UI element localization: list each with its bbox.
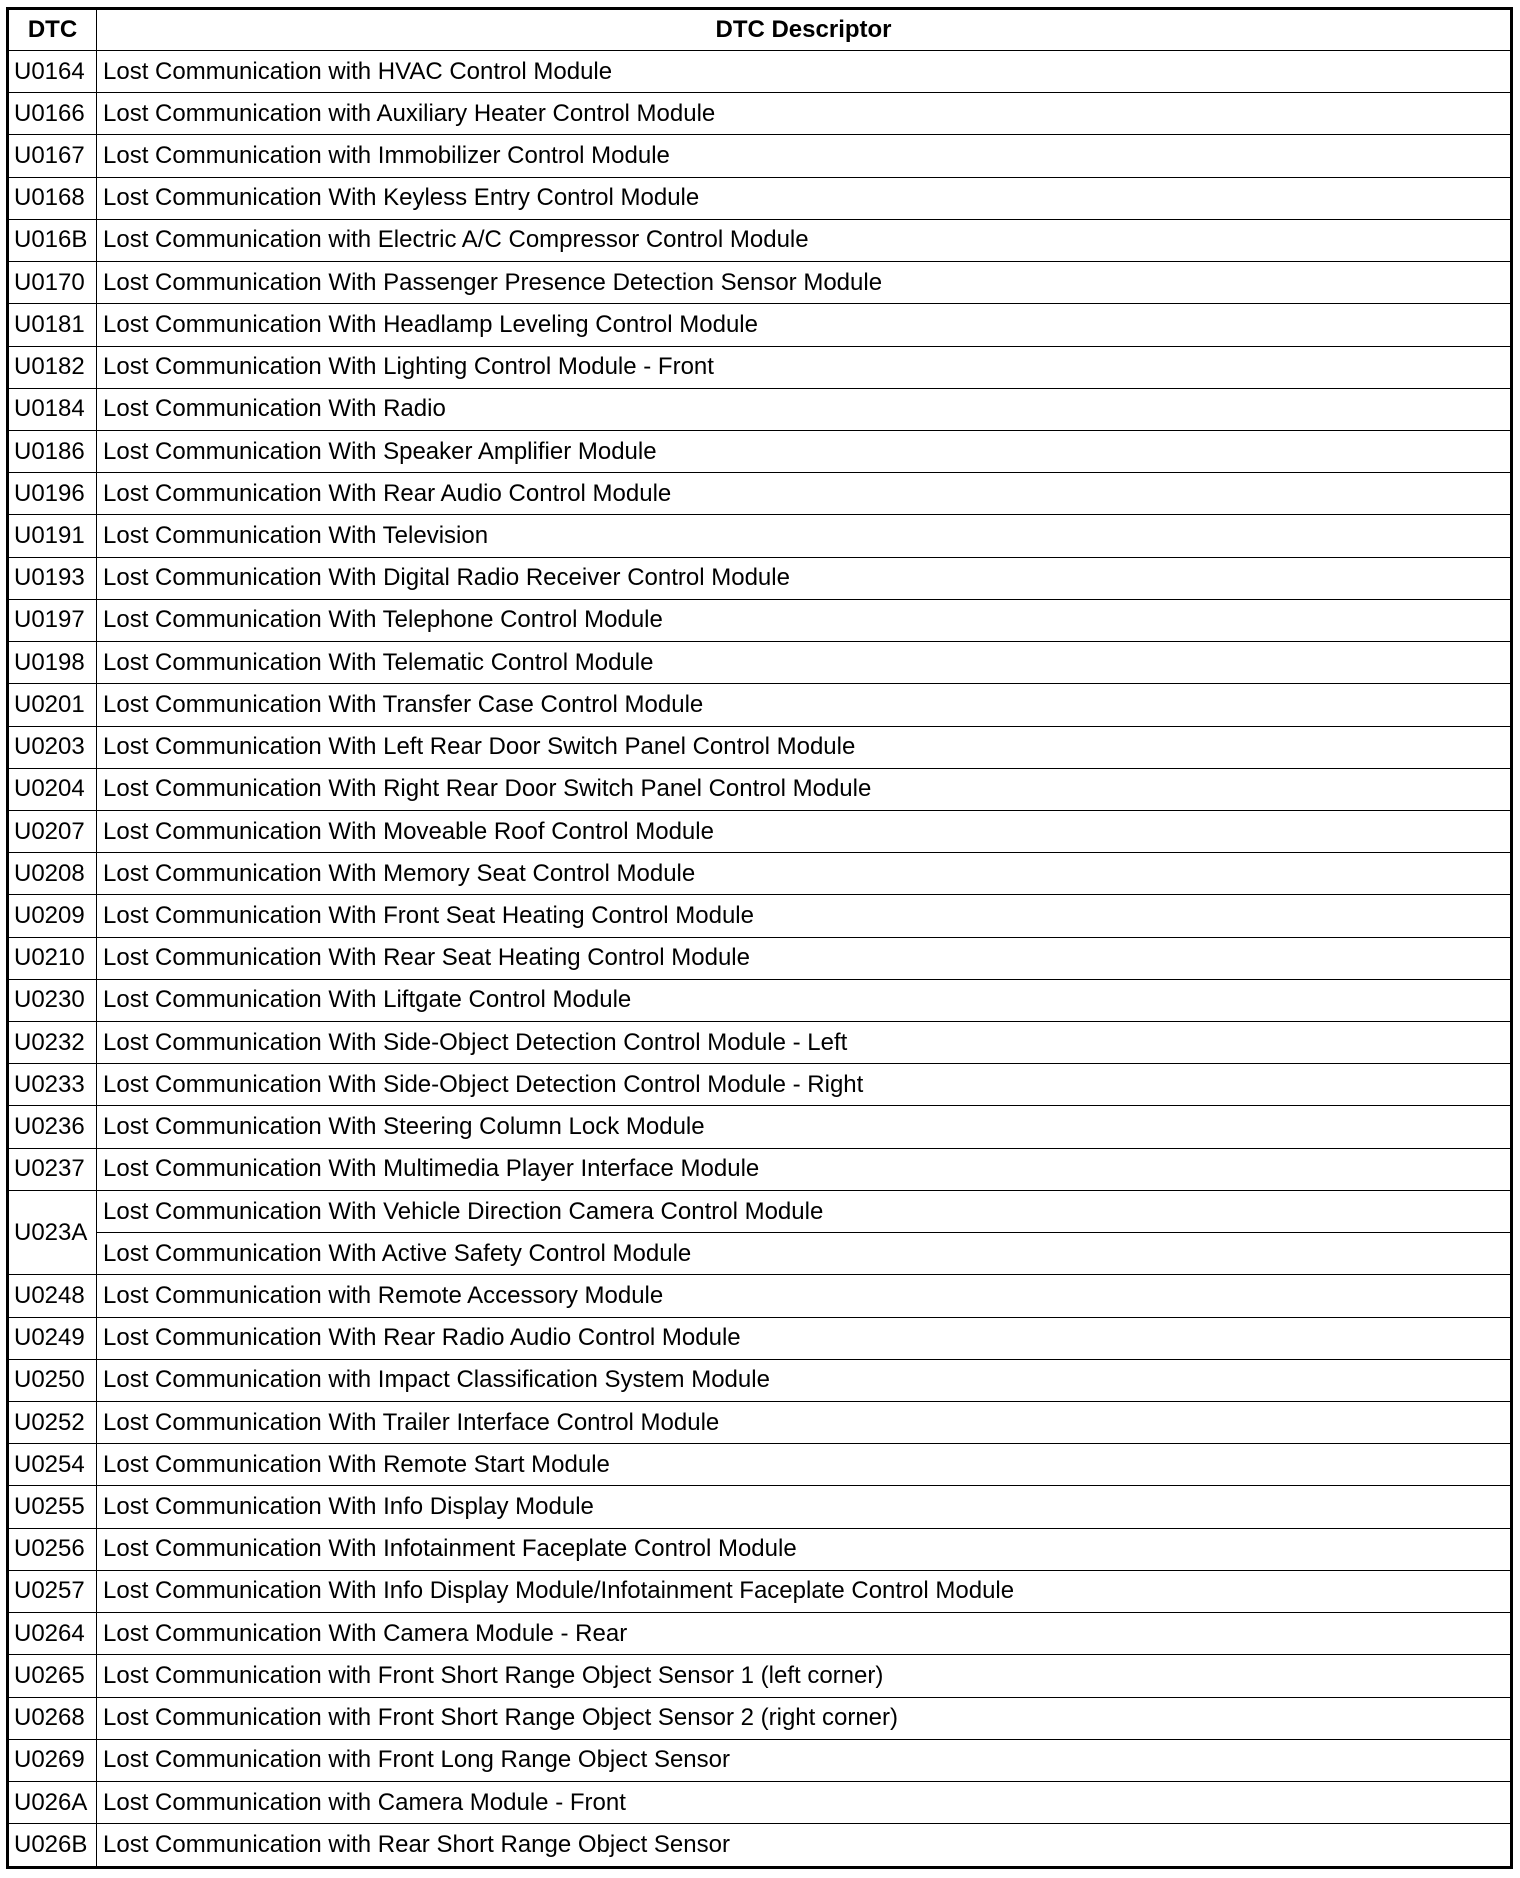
dtc-code-cell: U0237 bbox=[8, 1148, 97, 1190]
dtc-descriptor-cell: Lost Communication With Moveable Roof Control Module bbox=[97, 810, 1512, 852]
dtc-code-cell: U0197 bbox=[8, 599, 97, 641]
dtc-descriptor-cell: Lost Communication With Info Display Module bbox=[97, 1486, 1512, 1528]
dtc-code-cell: U0257 bbox=[8, 1570, 97, 1612]
table-row bbox=[8, 473, 1512, 515]
dtc-code-cell: U026B bbox=[8, 1824, 97, 1868]
dtc-descriptor-cell: Lost Communication With Front Seat Heating Control Module bbox=[97, 895, 1512, 937]
dtc-code-cell: U023A bbox=[8, 1190, 97, 1274]
table-row bbox=[8, 1022, 1512, 1064]
dtc-descriptor-cell: Lost Communication With Telephone Control Module bbox=[97, 599, 1512, 641]
table-row bbox=[8, 262, 1512, 304]
dtc-descriptor-cell: Lost Communication with Front Long Range Object Sensor bbox=[97, 1739, 1512, 1781]
table-row bbox=[8, 557, 1512, 599]
table-row bbox=[8, 346, 1512, 388]
table-row bbox=[8, 1190, 1512, 1232]
dtc-code-cell: U0184 bbox=[8, 388, 97, 430]
column-header-dtc: DTC bbox=[8, 9, 97, 51]
dtc-descriptor-cell: Lost Communication With Rear Seat Heating Control Module bbox=[97, 937, 1512, 979]
dtc-code-cell: U0170 bbox=[8, 262, 97, 304]
table-row bbox=[8, 599, 1512, 641]
table-row bbox=[8, 684, 1512, 726]
table-row bbox=[8, 1444, 1512, 1486]
table-row bbox=[8, 642, 1512, 684]
dtc-code-cell: U0208 bbox=[8, 853, 97, 895]
dtc-code-cell: U0210 bbox=[8, 937, 97, 979]
dtc-table bbox=[6, 7, 1513, 1869]
table-row bbox=[8, 937, 1512, 979]
dtc-descriptor-cell: Lost Communication with Immobilizer Control Module bbox=[97, 135, 1512, 177]
table-row bbox=[8, 1359, 1512, 1401]
dtc-code-cell: U0201 bbox=[8, 684, 97, 726]
dtc-descriptor-cell: Lost Communication With Radio bbox=[97, 388, 1512, 430]
dtc-code-cell: U0191 bbox=[8, 515, 97, 557]
dtc-descriptor-cell: Lost Communication With Side-Object Detection Control Module - Left bbox=[97, 1022, 1512, 1064]
dtc-code-cell: U0196 bbox=[8, 473, 97, 515]
dtc-descriptor-cell: Lost Communication With Steering Column Lock Module bbox=[97, 1106, 1512, 1148]
table-row bbox=[8, 768, 1512, 810]
dtc-code-cell: U0256 bbox=[8, 1528, 97, 1570]
dtc-code-cell: U0166 bbox=[8, 93, 97, 135]
column-header-descriptor: DTC Descriptor bbox=[97, 9, 1512, 51]
dtc-code-cell: U0182 bbox=[8, 346, 97, 388]
dtc-code-cell: U0250 bbox=[8, 1359, 97, 1401]
dtc-descriptor-cell: Lost Communication With Rear Audio Control Module bbox=[97, 473, 1512, 515]
table-row bbox=[8, 1613, 1512, 1655]
dtc-descriptor-cell: Lost Communication With Right Rear Door Switch Panel Control Module bbox=[97, 768, 1512, 810]
table-body bbox=[8, 51, 1512, 1868]
table-row bbox=[8, 430, 1512, 472]
dtc-code-cell: U0193 bbox=[8, 557, 97, 599]
dtc-descriptor-cell: Lost Communication with Rear Short Range Object Sensor bbox=[97, 1824, 1512, 1868]
table-row bbox=[8, 1486, 1512, 1528]
dtc-descriptor-cell: Lost Communication with Front Short Range Object Sensor 1 (left corner) bbox=[97, 1655, 1512, 1697]
dtc-code-cell: U0209 bbox=[8, 895, 97, 937]
dtc-descriptor-cell: Lost Communication With Left Rear Door Switch Panel Control Module bbox=[97, 726, 1512, 768]
table-row bbox=[8, 135, 1512, 177]
dtc-code-cell: U0181 bbox=[8, 304, 97, 346]
dtc-descriptor-cell: Lost Communication with Auxiliary Heater Control Module bbox=[97, 93, 1512, 135]
dtc-code-cell: U026A bbox=[8, 1781, 97, 1823]
table-row bbox=[8, 810, 1512, 852]
dtc-descriptor-cell: Lost Communication with Camera Module - Front bbox=[97, 1781, 1512, 1823]
dtc-descriptor-cell: Lost Communication With Television bbox=[97, 515, 1512, 557]
table-row bbox=[8, 388, 1512, 430]
dtc-code-cell: U0252 bbox=[8, 1402, 97, 1444]
table-row bbox=[8, 895, 1512, 937]
dtc-code-cell: U0268 bbox=[8, 1697, 97, 1739]
table-row bbox=[8, 1106, 1512, 1148]
dtc-descriptor-cell: Lost Communication with Remote Accessory Module bbox=[97, 1275, 1512, 1317]
dtc-code-cell: U0186 bbox=[8, 430, 97, 472]
table-row bbox=[8, 1824, 1512, 1868]
dtc-descriptor-cell: Lost Communication With Remote Start Module bbox=[97, 1444, 1512, 1486]
table-row bbox=[8, 1570, 1512, 1612]
dtc-descriptor-cell: Lost Communication With Headlamp Leveling Control Module bbox=[97, 304, 1512, 346]
dtc-code-cell: U016B bbox=[8, 219, 97, 261]
dtc-descriptor-cell: Lost Communication With Vehicle Direction Camera Control Module bbox=[97, 1190, 1512, 1232]
dtc-descriptor-cell: Lost Communication With Rear Radio Audio Control Module bbox=[97, 1317, 1512, 1359]
dtc-code-cell: U0249 bbox=[8, 1317, 97, 1359]
table-row bbox=[8, 219, 1512, 261]
dtc-descriptor-cell: Lost Communication With Speaker Amplifier Module bbox=[97, 430, 1512, 472]
table-row bbox=[8, 177, 1512, 219]
dtc-code-cell: U0167 bbox=[8, 135, 97, 177]
dtc-descriptor-cell: Lost Communication with Front Short Range Object Sensor 2 (right corner) bbox=[97, 1697, 1512, 1739]
dtc-code-cell: U0168 bbox=[8, 177, 97, 219]
dtc-descriptor-cell: Lost Communication With Digital Radio Receiver Control Module bbox=[97, 557, 1512, 599]
table-header-row bbox=[8, 9, 1512, 51]
dtc-descriptor-cell: Lost Communication With Multimedia Player Interface Module bbox=[97, 1148, 1512, 1190]
table-row bbox=[8, 1148, 1512, 1190]
dtc-code-cell: U0233 bbox=[8, 1064, 97, 1106]
dtc-descriptor-cell: Lost Communication With Transfer Case Control Module bbox=[97, 684, 1512, 726]
dtc-descriptor-cell: Lost Communication with Impact Classification System Module bbox=[97, 1359, 1512, 1401]
dtc-descriptor-cell: Lost Communication With Trailer Interface Control Module bbox=[97, 1402, 1512, 1444]
dtc-descriptor-cell: Lost Communication With Memory Seat Control Module bbox=[97, 853, 1512, 895]
dtc-code-cell: U0232 bbox=[8, 1022, 97, 1064]
dtc-descriptor-cell: Lost Communication With Keyless Entry Control Module bbox=[97, 177, 1512, 219]
dtc-code-cell: U0264 bbox=[8, 1613, 97, 1655]
table-row bbox=[8, 1402, 1512, 1444]
dtc-code-cell: U0204 bbox=[8, 768, 97, 810]
table-row bbox=[8, 1233, 1512, 1275]
dtc-code-cell: U0164 bbox=[8, 51, 97, 93]
dtc-descriptor-cell: Lost Communication With Info Display Module/Infotainment Faceplate Control Module bbox=[97, 1570, 1512, 1612]
table-row bbox=[8, 1739, 1512, 1781]
table-row bbox=[8, 726, 1512, 768]
dtc-descriptor-cell: Lost Communication With Camera Module - Rear bbox=[97, 1613, 1512, 1655]
dtc-descriptor-cell: Lost Communication With Lighting Control Module - Front bbox=[97, 346, 1512, 388]
table-row bbox=[8, 93, 1512, 135]
dtc-descriptor-cell: Lost Communication with HVAC Control Module bbox=[97, 51, 1512, 93]
table-row bbox=[8, 853, 1512, 895]
table-row bbox=[8, 304, 1512, 346]
table-row bbox=[8, 979, 1512, 1021]
dtc-code-cell: U0236 bbox=[8, 1106, 97, 1148]
dtc-descriptor-cell: Lost Communication With Active Safety Control Module bbox=[97, 1233, 1512, 1275]
dtc-descriptor-cell: Lost Communication With Passenger Presence Detection Sensor Module bbox=[97, 262, 1512, 304]
table-row bbox=[8, 1697, 1512, 1739]
dtc-code-cell: U0255 bbox=[8, 1486, 97, 1528]
table-row bbox=[8, 1064, 1512, 1106]
table-row bbox=[8, 1655, 1512, 1697]
dtc-code-cell: U0207 bbox=[8, 810, 97, 852]
dtc-code-cell: U0230 bbox=[8, 979, 97, 1021]
dtc-code-cell: U0203 bbox=[8, 726, 97, 768]
dtc-code-cell: U0248 bbox=[8, 1275, 97, 1317]
table-row bbox=[8, 1317, 1512, 1359]
table-row bbox=[8, 1528, 1512, 1570]
dtc-code-cell: U0198 bbox=[8, 642, 97, 684]
dtc-descriptor-cell: Lost Communication With Telematic Control Module bbox=[97, 642, 1512, 684]
table-row bbox=[8, 51, 1512, 93]
dtc-code-cell: U0254 bbox=[8, 1444, 97, 1486]
dtc-code-cell: U0265 bbox=[8, 1655, 97, 1697]
dtc-descriptor-cell: Lost Communication With Infotainment Faceplate Control Module bbox=[97, 1528, 1512, 1570]
table-row bbox=[8, 515, 1512, 557]
dtc-descriptor-cell: Lost Communication with Electric A/C Compressor Control Module bbox=[97, 219, 1512, 261]
table-row bbox=[8, 1781, 1512, 1823]
dtc-descriptor-cell: Lost Communication With Liftgate Control Module bbox=[97, 979, 1512, 1021]
dtc-code-cell: U0269 bbox=[8, 1739, 97, 1781]
dtc-descriptor-cell: Lost Communication With Side-Object Detection Control Module - Right bbox=[97, 1064, 1512, 1106]
table-row bbox=[8, 1275, 1512, 1317]
